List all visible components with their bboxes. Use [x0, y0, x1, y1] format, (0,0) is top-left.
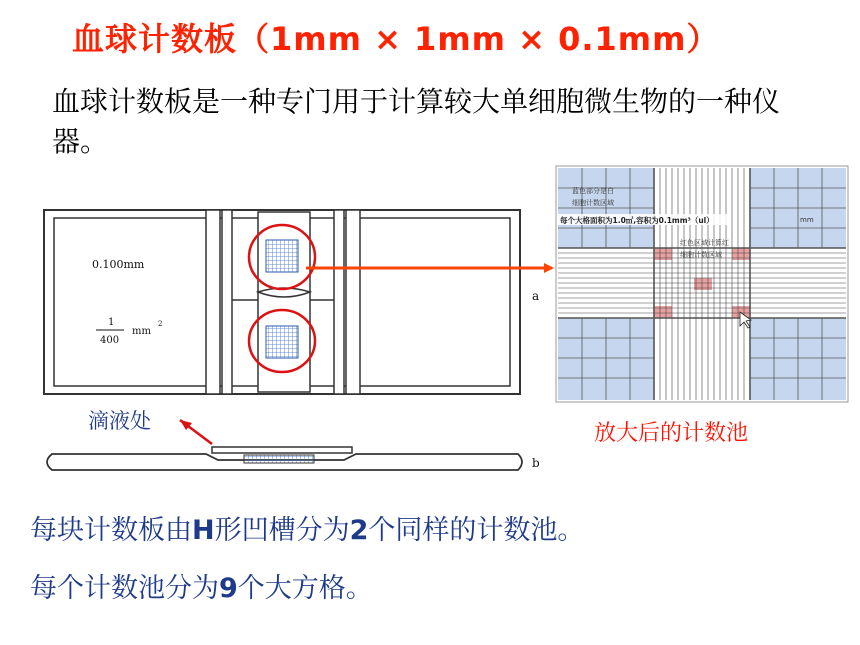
intro-text: 血球计数板是一种专门用于计算较大单细胞微生物的一种仪器。: [52, 85, 781, 158]
area-numerator: 1: [108, 317, 115, 328]
zoom-text-1: 蓝色部分是白: [572, 187, 614, 195]
hemocytometer-diagram: [0, 160, 860, 490]
note2-part-a: 每个计数池分为: [30, 573, 219, 604]
depth-label: 0.100mm: [92, 258, 145, 271]
slide-side-view: [47, 447, 540, 470]
area-exponent: 2: [158, 320, 163, 328]
note2-part-b: 9: [219, 573, 238, 604]
note-line-2: [30, 566, 373, 605]
upper-counting-grid: [266, 240, 298, 272]
note1-part-b: H: [192, 515, 215, 546]
area-unit: mm: [132, 326, 151, 337]
note1-part-c: 形凹槽分为: [214, 515, 350, 546]
slide-top-view: [44, 210, 539, 394]
page-title: 血球计数板（1mm × 1mm × 0.1mm）: [72, 20, 720, 58]
note1-part-e: 个同样的计数池。: [368, 515, 585, 546]
drop-label: 滴液处: [88, 409, 151, 433]
note1-part-a: 每块计数板由: [30, 515, 192, 546]
label-a: a: [532, 289, 540, 303]
zoom-text-2: 细胞计数区域: [572, 199, 614, 207]
note2-part-c: 个大方格。: [237, 573, 373, 604]
zoom-text-mm: mm: [800, 216, 814, 224]
zoom-text-4: 红色区域计算红: [680, 239, 729, 247]
zoomed-counting-chamber: [556, 166, 848, 402]
note1-part-d: 2: [349, 515, 369, 546]
label-b: b: [532, 456, 540, 470]
zoom-caption: 放大后的计数池: [594, 421, 749, 446]
zoom-text-3: 每个大格面积为1.0㎡,容积为0.1mm³（ul）: [560, 216, 714, 225]
lower-counting-grid: [266, 326, 298, 358]
area-denominator: 400: [100, 335, 120, 346]
zoom-text-5: 细胞计数区域: [680, 251, 722, 259]
note-line-1: [30, 508, 584, 547]
